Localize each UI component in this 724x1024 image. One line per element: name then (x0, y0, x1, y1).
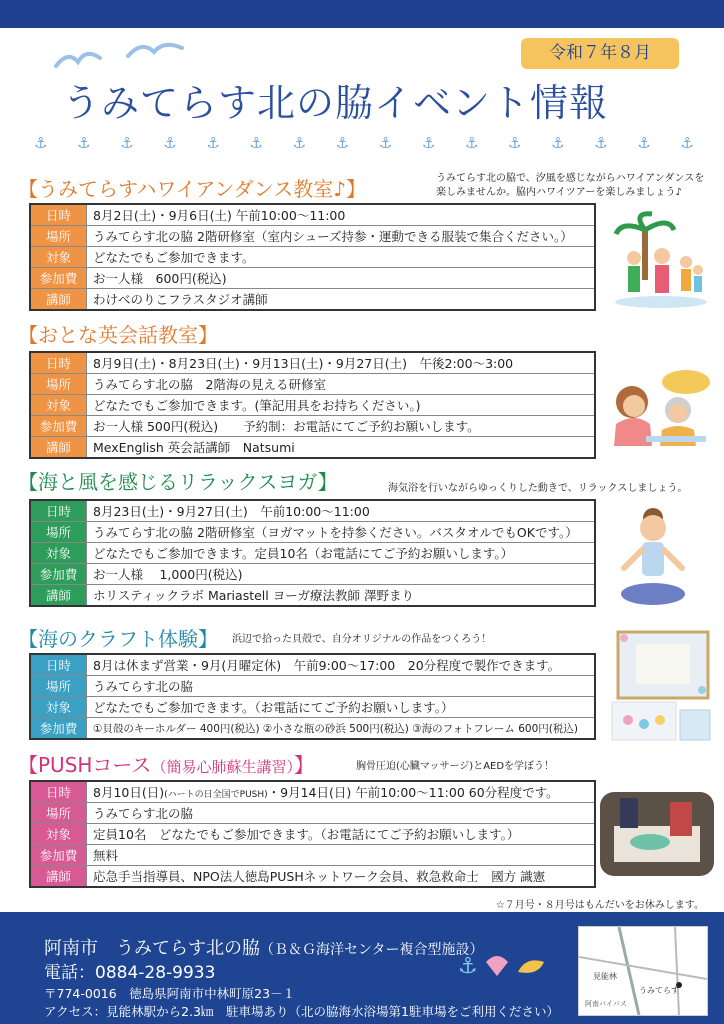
table-row (30, 803, 595, 824)
row-key: 対象 (30, 247, 87, 268)
row-key: 参加費 (30, 845, 87, 866)
footer (0, 912, 724, 1024)
top-bar (0, 0, 724, 28)
anchor-icon: ⚓ (464, 134, 479, 152)
table-row (30, 374, 595, 395)
row-value: うみてらす北の脇 2階海の見える研修室 (87, 374, 596, 395)
conch-shell-icon (516, 954, 546, 978)
push-table (29, 780, 596, 888)
row-key: 場所 (30, 676, 87, 697)
row-value: どなたでもご参加できます。（お電話にてご予約お願いします。） (87, 697, 596, 718)
table-row (30, 824, 595, 845)
craft-table (29, 653, 596, 740)
table-row (30, 247, 595, 268)
row-key: 日時 (30, 352, 87, 374)
anchor-icon: ⚓ (637, 134, 651, 152)
row-value: うみてらす北の脇 (87, 803, 596, 824)
row-value: うみてらす北の脇 2階研修室（ヨガマットを持参ください。バスタオルでもOKです。） (87, 522, 596, 543)
map-label-bypass: 阿南バイパス (585, 1000, 627, 1008)
anchor-icon: ⚓ (680, 134, 694, 152)
shell-craft-photo (608, 628, 712, 744)
hawaii-note-line: うみてらす北の脇で、汐風を感じながらハワイアンダンスを (436, 173, 705, 184)
location-map (578, 926, 708, 1016)
row-key: 参加費 (30, 718, 87, 740)
map-label-facility: うみてらす (639, 986, 679, 995)
row-key: 参加費 (30, 564, 87, 585)
row-key: 対象 (30, 824, 87, 845)
hawaii-table (29, 203, 596, 311)
table-row (30, 718, 595, 740)
row-value: わけべのりこフラスタジオ講師 (87, 289, 596, 311)
row-key: 講師 (30, 437, 87, 459)
push-section-title (18, 749, 314, 778)
anchor-icon: ⚓ (335, 134, 350, 152)
table-row (30, 416, 595, 437)
table-row (30, 676, 595, 697)
anchor-divider (34, 134, 694, 152)
english-section-title: 【おとな英会話教室】 (18, 323, 218, 347)
table-row (30, 226, 595, 247)
anchor-icon: ⚓ (594, 134, 608, 152)
hawaii-note-line: 楽しみませんか。脇内ハワイツアーを楽しみましょう♪ (436, 187, 682, 198)
date-badge: 令和７年８月 (521, 38, 679, 69)
table-row (30, 289, 595, 311)
hawaii-note (436, 172, 704, 200)
access-info: アクセス：見能林駅から2.3㎞ 駐車場あり（北の脇海水浴場第1駐車場をご利用ください） (44, 1004, 559, 1019)
row-value: お一人様 600円(税込) (87, 268, 596, 289)
table-row (30, 564, 595, 585)
row-value: ホリスティックラボ Mariastell ヨーガ療法教師 澤野まり (87, 585, 596, 607)
row-value (87, 781, 596, 803)
row-value: どなたでもご参加できます。 (87, 247, 596, 268)
yoga-section-title: 【海と風を感じるリラックスヨガ】 (18, 470, 338, 494)
anchor-icon: ⚓ (292, 134, 307, 152)
table-row (30, 395, 595, 416)
row-key: 日時 (30, 781, 87, 803)
facility-name-main: 阿南市 うみてらす北の脇 (44, 938, 260, 959)
row-key: 講師 (30, 866, 87, 888)
anchor-icon: ⚓ (421, 134, 436, 152)
english-lesson-illustration (606, 366, 712, 448)
hula-dancers-illustration (612, 206, 710, 310)
push-title-sub: （簡易心肺蘇生講習） (151, 758, 294, 776)
row-value: 8月23日(土)・9月27日(土) 午前10:00～11:00 (87, 500, 596, 522)
seagulls-icon (52, 36, 192, 76)
table-row (30, 866, 595, 888)
row-key: 対象 (30, 697, 87, 718)
facility-name-sub: （Ｂ＆Ｇ海洋センター複合型施設） (260, 942, 484, 958)
row-value: うみてらす北の脇 (87, 676, 596, 697)
push-title-end: 】 (293, 753, 314, 777)
table-row (30, 845, 595, 866)
anchor-icon: ⚓ (378, 134, 393, 152)
row-value: 8月は休まず営業・9月(月曜定休) 午前9:00～17:00 20分程度で製作できます。 (87, 654, 596, 676)
row-value: ①貝殻のキーホルダー 400円(税込) ②小さな瓶の砂浜 500円(税込) ③海のフォトフレーム 600円(税込) (87, 718, 596, 740)
anchor-icon: ⚓ (163, 134, 177, 152)
row-key: 講師 (30, 585, 87, 607)
anchor-icon: ⚓ (458, 954, 478, 979)
facility-name (44, 934, 483, 960)
row-key: 場所 (30, 803, 87, 824)
anchor-icon: ⚓ (206, 134, 220, 152)
row-key: 日時 (30, 204, 87, 226)
row-value: 8月2日(土)・9月6日(土) 午前10:00～11:00 (87, 204, 596, 226)
footnote: ☆７月号・８月号はもんだいをお休みします。 (495, 900, 704, 911)
row-value: 定員10名 どなたでもご参加できます。（お電話にてご予約お願いします。） (87, 824, 596, 845)
phone-number: 電話：0884-28-9933 (44, 963, 216, 983)
address: 〒774-0016 徳島県阿南市中林町原23－１ (44, 986, 296, 1001)
yoga-table (29, 499, 596, 607)
row-value: お一人様 1,000円(税込) (87, 564, 596, 585)
table-row (30, 204, 595, 226)
table-row (30, 585, 595, 607)
push-title-main: 【PUSHコース (18, 753, 152, 777)
scallop-shell-icon (484, 954, 510, 978)
craft-section-title: 【海のクラフト体験】 (18, 627, 218, 651)
anchor-icon: ⚓ (508, 134, 522, 152)
hawaii-section-title: 【うみてらすハワイアンダンス教室♪】 (18, 177, 366, 201)
row-key: 場所 (30, 522, 87, 543)
table-row (30, 543, 595, 564)
table-row (30, 522, 595, 543)
row-key: 参加費 (30, 268, 87, 289)
yoga-note: 海気浴を行いながらゆっくりした動きで、リラックスしましょう。 (388, 483, 688, 494)
anchor-icon: ⚓ (120, 134, 134, 152)
table-row (30, 697, 595, 718)
row-key: 対象 (30, 395, 87, 416)
row-value: お一人様 500円(税込) 予約制：お電話にてご予約お願いします。 (87, 416, 596, 437)
table-row (30, 352, 595, 374)
craft-note: 浜辺で拾った貝殻で、自分オリジナルの作品をつくろう！ (232, 634, 492, 645)
table-row (30, 437, 595, 459)
page-title: うみてらす北の脇イベント情報 (62, 81, 609, 125)
table-row (30, 268, 595, 289)
anchor-icon: ⚓ (34, 134, 48, 152)
anchor-icon: ⚓ (551, 134, 565, 152)
map-label-station: 見能林 (593, 972, 617, 981)
row-value: 応急手当指導員、NPO法人徳島PUSHネットワーク会員、救急救命士 國方 識憲 (87, 866, 596, 888)
row-value: MexEnglish 英会話講師 Natsumi (87, 437, 596, 459)
yoga-pose-illustration (618, 504, 688, 610)
row-value: どなたでもご参加できます。定員10名（お電話にてご予約お願いします。） (87, 543, 596, 564)
footer-icons (458, 954, 546, 979)
row-value: 8月9日(土)・8月23日(土)・9月13日(土)・9月27日(土) 午後2:00～3:00 (87, 352, 596, 374)
row-value: どなたでもご参加できます。(筆記用具をお持ちください。) (87, 395, 596, 416)
row-key: 参加費 (30, 416, 87, 437)
row-key: 場所 (30, 374, 87, 395)
table-row (30, 500, 595, 522)
row-value: うみてらす北の脇 2階研修室（室内シューズ持参・運動できる服装で集合ください。） (87, 226, 596, 247)
push-date-a: 8月10日(日) (93, 785, 165, 800)
english-table (29, 351, 596, 459)
push-date-note: (ハートの日全国でPUSH) (164, 790, 268, 800)
row-key: 対象 (30, 543, 87, 564)
row-key: 場所 (30, 226, 87, 247)
row-key: 日時 (30, 500, 87, 522)
row-key: 日時 (30, 654, 87, 676)
table-row (30, 781, 595, 803)
push-note: 胸骨圧迫(心臓マッサージ)とAEDを学ぼう！ (356, 761, 555, 772)
push-date-b: ・9月14日(日) 午前10:00～11:00 60分程度です。 (267, 785, 559, 800)
row-value: 無料 (87, 845, 596, 866)
row-key: 講師 (30, 289, 87, 311)
anchor-icon: ⚓ (249, 134, 263, 152)
table-row (30, 654, 595, 676)
cpr-training-photo (600, 792, 714, 876)
anchor-icon: ⚓ (77, 134, 91, 152)
